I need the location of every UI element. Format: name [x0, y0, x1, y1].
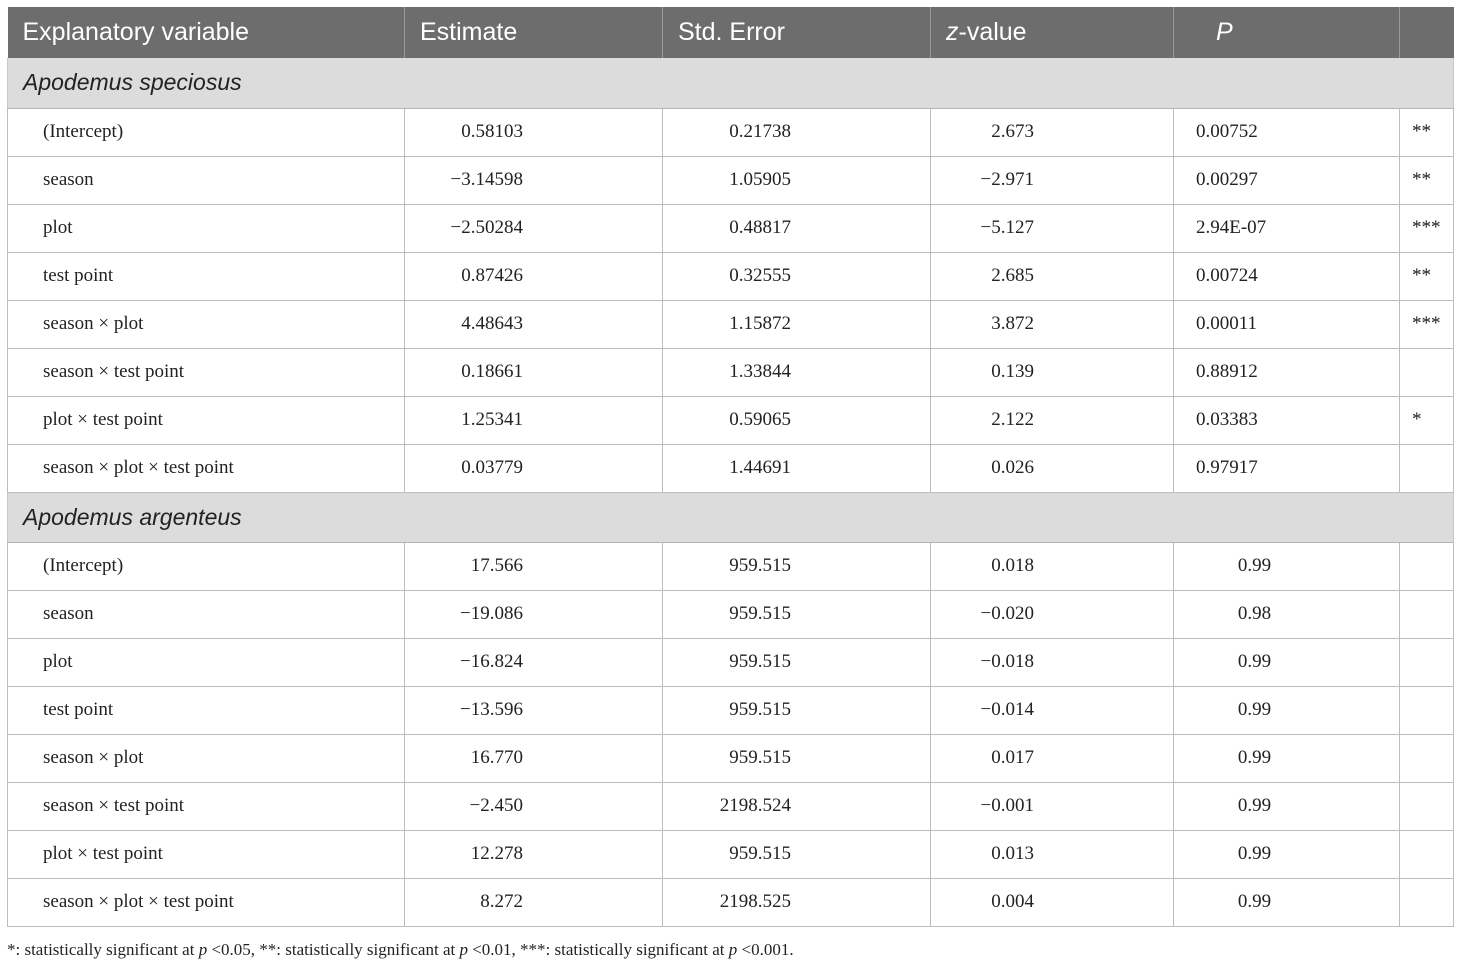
cell-std-error: 1.05905: [663, 156, 931, 204]
cell-p-value: 2.94E-07: [1174, 204, 1400, 252]
cell-estimate: −3.14598: [405, 156, 663, 204]
cell-significance: [1400, 830, 1454, 878]
table-row: [8, 878, 1454, 926]
cell-z-value: −0.001: [931, 782, 1174, 830]
cell-p-value: 0.00011: [1174, 300, 1400, 348]
cell-z-value: −0.018: [931, 638, 1174, 686]
table-row: [8, 686, 1454, 734]
table-body: [8, 58, 1454, 926]
cell-estimate: −2.50284: [405, 204, 663, 252]
table-row: [8, 300, 1454, 348]
cell-variable: plot × test point: [8, 830, 405, 878]
cell-z-value: 3.872: [931, 300, 1174, 348]
cell-z-value: 2.122: [931, 396, 1174, 444]
cell-significance: **: [1400, 156, 1454, 204]
footnote-p-symbol: p: [198, 940, 208, 959]
cell-estimate: 0.58103: [405, 108, 663, 156]
table-header: [8, 7, 1454, 58]
cell-variable: test point: [8, 686, 405, 734]
header-std-error: Std. Error: [663, 7, 931, 58]
cell-significance: [1400, 638, 1454, 686]
cell-p-value: 0.99: [1174, 542, 1400, 590]
table-row: [8, 734, 1454, 782]
cell-z-value: 0.026: [931, 444, 1174, 492]
cell-significance: [1400, 782, 1454, 830]
header-estimate: Estimate: [405, 7, 663, 58]
table-footnote: [7, 940, 794, 960]
cell-variable: test point: [8, 252, 405, 300]
cell-variable: plot × test point: [8, 396, 405, 444]
cell-z-value: 2.673: [931, 108, 1174, 156]
header-z-value: [931, 7, 1174, 58]
cell-z-value: 0.004: [931, 878, 1174, 926]
table-row: [8, 444, 1454, 492]
cell-variable: season × plot: [8, 734, 405, 782]
group-row: [8, 492, 1454, 542]
footnote-text: <0.001.: [737, 940, 794, 959]
cell-significance: [1400, 590, 1454, 638]
footnote-p-symbol: p: [459, 940, 468, 959]
header-significance: [1400, 7, 1454, 58]
cell-significance: ***: [1400, 204, 1454, 252]
cell-significance: [1400, 878, 1454, 926]
cell-variable: season: [8, 156, 405, 204]
group-row: [8, 58, 1454, 108]
cell-significance: [1400, 686, 1454, 734]
cell-variable: season × plot: [8, 300, 405, 348]
group-title: Apodemus argenteus: [8, 492, 1454, 542]
table-row: [8, 396, 1454, 444]
table-row: [8, 782, 1454, 830]
cell-std-error: 0.21738: [663, 108, 931, 156]
cell-estimate: −2.450: [405, 782, 663, 830]
cell-p-value: 0.99: [1174, 686, 1400, 734]
cell-variable: season × plot × test point: [8, 444, 405, 492]
cell-std-error: 0.48817: [663, 204, 931, 252]
cell-p-value: 0.99: [1174, 782, 1400, 830]
cell-z-value: −2.971: [931, 156, 1174, 204]
table-row: [8, 542, 1454, 590]
table-row: [8, 830, 1454, 878]
cell-estimate: 1.25341: [405, 396, 663, 444]
cell-significance: [1400, 348, 1454, 396]
cell-p-value: 0.88912: [1174, 348, 1400, 396]
cell-std-error: 1.44691: [663, 444, 931, 492]
cell-estimate: −16.824: [405, 638, 663, 686]
footnote-text: <0.05, **: statistically significant at: [207, 940, 460, 959]
header-row: [8, 7, 1454, 58]
cell-estimate: 8.272: [405, 878, 663, 926]
cell-estimate: 16.770: [405, 734, 663, 782]
cell-p-value: 0.97917: [1174, 444, 1400, 492]
cell-std-error: 1.33844: [663, 348, 931, 396]
footnote-p-symbol: p: [728, 940, 738, 959]
cell-std-error: 2198.524: [663, 782, 931, 830]
cell-std-error: 959.515: [663, 734, 931, 782]
cell-z-value: 2.685: [931, 252, 1174, 300]
cell-estimate: −19.086: [405, 590, 663, 638]
cell-significance: [1400, 734, 1454, 782]
cell-variable: season × test point: [8, 348, 405, 396]
header-explanatory-variable: Explanatory variable: [8, 7, 405, 58]
cell-estimate: 0.87426: [405, 252, 663, 300]
cell-z-value: −5.127: [931, 204, 1174, 252]
group-title: Apodemus speciosus: [8, 58, 1454, 108]
cell-estimate: 0.03779: [405, 444, 663, 492]
table-row: [8, 252, 1454, 300]
cell-p-value: 0.99: [1174, 734, 1400, 782]
cell-z-value: −0.020: [931, 590, 1174, 638]
cell-std-error: 1.15872: [663, 300, 931, 348]
cell-std-error: 959.515: [663, 542, 931, 590]
cell-estimate: 0.18661: [405, 348, 663, 396]
header-z-italic: z: [946, 18, 959, 46]
cell-z-value: 0.017: [931, 734, 1174, 782]
header-z-rest: -value: [958, 18, 1027, 46]
header-p: P: [1174, 7, 1400, 58]
cell-estimate: 4.48643: [405, 300, 663, 348]
cell-p-value: 0.00297: [1174, 156, 1400, 204]
cell-variable: plot: [8, 638, 405, 686]
table-row: [8, 108, 1454, 156]
cell-p-value: 0.99: [1174, 878, 1400, 926]
cell-variable: season × plot × test point: [8, 878, 405, 926]
cell-significance: ***: [1400, 300, 1454, 348]
table-row: [8, 638, 1454, 686]
footnote-text: <0.01, ***: statistically significant at: [467, 940, 729, 959]
cell-p-value: 0.03383: [1174, 396, 1400, 444]
cell-std-error: 959.515: [663, 830, 931, 878]
cell-z-value: 0.018: [931, 542, 1174, 590]
cell-std-error: 959.515: [663, 590, 931, 638]
cell-estimate: −13.596: [405, 686, 663, 734]
cell-variable: season × test point: [8, 782, 405, 830]
cell-p-value: 0.99: [1174, 830, 1400, 878]
cell-p-value: 0.00752: [1174, 108, 1400, 156]
cell-variable: season: [8, 590, 405, 638]
cell-std-error: 959.515: [663, 686, 931, 734]
cell-significance: *: [1400, 396, 1454, 444]
cell-std-error: 0.32555: [663, 252, 931, 300]
cell-estimate: 12.278: [405, 830, 663, 878]
table-row: [8, 156, 1454, 204]
cell-std-error: 959.515: [663, 638, 931, 686]
cell-p-value: 0.99: [1174, 638, 1400, 686]
cell-z-value: 0.139: [931, 348, 1174, 396]
cell-p-value: 0.00724: [1174, 252, 1400, 300]
cell-significance: [1400, 444, 1454, 492]
results-table: [7, 7, 1454, 927]
cell-significance: [1400, 542, 1454, 590]
cell-significance: **: [1400, 252, 1454, 300]
cell-variable: (Intercept): [8, 108, 405, 156]
cell-estimate: 17.566: [405, 542, 663, 590]
table-row: [8, 590, 1454, 638]
cell-variable: plot: [8, 204, 405, 252]
footnote-text: *: statistically significant at: [7, 940, 199, 959]
cell-std-error: 0.59065: [663, 396, 931, 444]
table-row: [8, 204, 1454, 252]
table-row: [8, 348, 1454, 396]
cell-significance: **: [1400, 108, 1454, 156]
cell-variable: (Intercept): [8, 542, 405, 590]
cell-std-error: 2198.525: [663, 878, 931, 926]
cell-z-value: −0.014: [931, 686, 1174, 734]
cell-z-value: 0.013: [931, 830, 1174, 878]
cell-p-value: 0.98: [1174, 590, 1400, 638]
